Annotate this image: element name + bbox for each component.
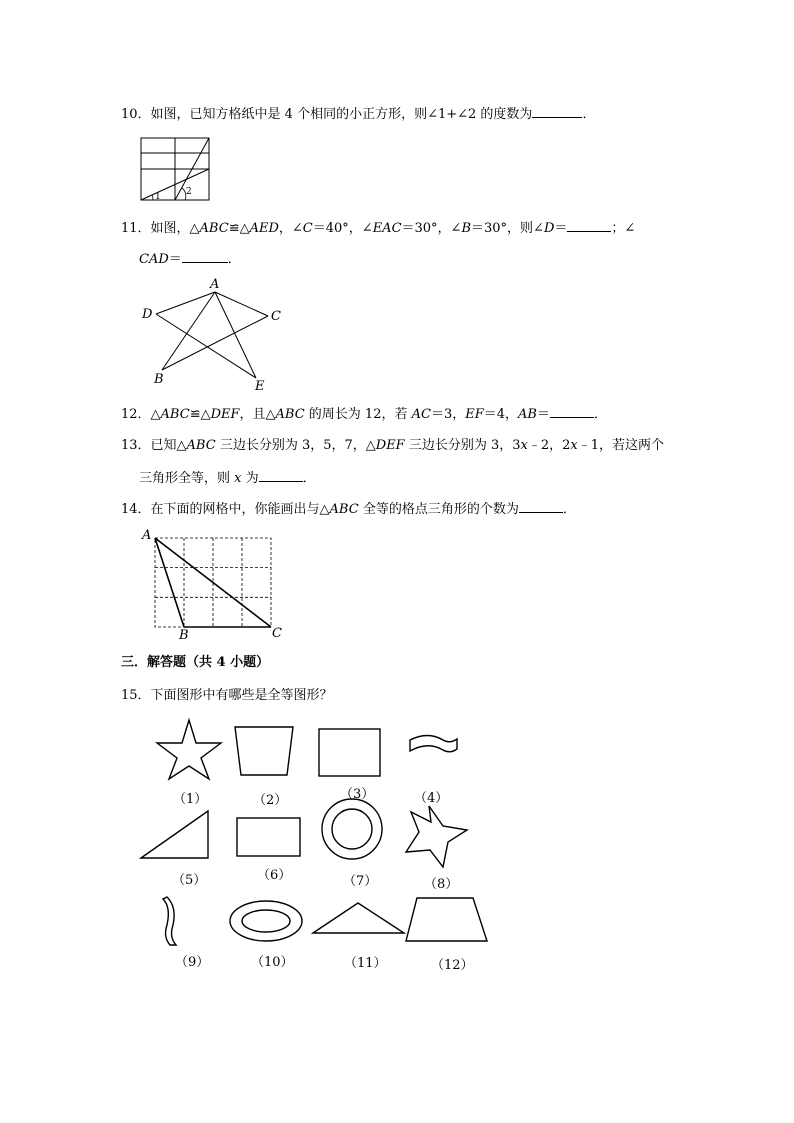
q15-shape-10-ring-inner	[242, 910, 290, 932]
q11-t-l: D	[543, 221, 555, 236]
q12-t-i: ＝3，	[430, 407, 466, 422]
q15-label-12: （12）	[431, 958, 474, 973]
q13-t-a: 13．已知△	[121, 438, 187, 453]
q15-label-11: （11）	[344, 956, 387, 971]
q12-t-k: ＝4，	[483, 407, 519, 422]
q13-answer-blank[interactable]	[259, 469, 303, 482]
q11-label-A: A	[210, 277, 220, 292]
q13-t2-c: 为	[241, 471, 259, 486]
q14-t-b: ABC	[329, 502, 359, 517]
q13-t-e: 三边长分别为 3，3	[404, 438, 521, 453]
q11-t-n: ；∠	[611, 221, 636, 236]
q14-t-a: 14．在下面的网格中，你能画出与△	[121, 502, 330, 517]
q11-answer-blank-1[interactable]	[567, 219, 611, 232]
q15-label-9: （9）	[175, 955, 210, 970]
q12-t-j: EF	[465, 407, 484, 422]
q11-t-i: ＝30°，∠	[401, 221, 462, 236]
q15-label-1: （1）	[173, 792, 208, 807]
q15-shapes	[130, 715, 530, 975]
q15-shape-5-triangle	[141, 811, 208, 858]
q14-text	[121, 500, 576, 518]
q11-t-k: ＝30°，则∠	[471, 221, 544, 236]
q13-t-g: ﹣2，2	[527, 438, 571, 453]
q14-t-c: 全等的格点三角形的个数为	[358, 502, 519, 517]
q10-stem: 10．如图，已知方格纸中是 4 个相同的小正方形，则∠1+∠2 的度数为	[121, 107, 533, 122]
q15-label-2: （2）	[253, 793, 288, 808]
q15-shape-10-ring-outer	[230, 901, 302, 941]
q13-t-b: ABC	[186, 438, 216, 453]
q11-seg-BC	[162, 316, 268, 370]
q15-label-3: （3）	[340, 787, 375, 802]
q10-text	[121, 105, 595, 123]
q15-text: 15．下面图形中有哪些是全等图形？	[121, 688, 333, 703]
q10-end: ．	[582, 107, 596, 122]
q11-t2-c: ．	[227, 252, 241, 267]
q12-t-e: ，且△	[239, 407, 276, 422]
q11-star-figure	[140, 278, 300, 398]
q15-shape-2-trapezoid	[235, 727, 293, 775]
q13-line2	[139, 469, 316, 487]
q12-t-a: 12．△	[121, 407, 161, 422]
q11-seg-DA	[156, 292, 215, 314]
q15-shape-11-triangle	[313, 903, 404, 933]
q12-text	[121, 405, 607, 423]
q11-t-c: ≌△	[228, 221, 250, 236]
q13-t2-b: x	[234, 471, 242, 486]
q11-label-E: E	[255, 379, 265, 394]
q15-label-4: （4）	[414, 791, 449, 806]
q10-angle-1-arc	[152, 195, 153, 200]
section-3-heading: 三．解答题（共 4 小题）	[121, 655, 270, 670]
q11-answer-blank-2[interactable]	[182, 250, 228, 263]
q11-t-j: B	[461, 221, 472, 236]
q12-answer-blank[interactable]	[550, 405, 594, 418]
q14-label-B: B	[179, 628, 189, 643]
q11-t-d: AED	[249, 221, 279, 236]
q11-t2-b: ＝	[168, 252, 182, 267]
q12-t-l: AB	[518, 407, 537, 422]
q15-label-10: （10）	[251, 955, 294, 970]
q13-t2-d: ．	[302, 471, 316, 486]
q14-label-C: C	[272, 626, 282, 641]
q15-label-7: （7）	[343, 874, 378, 889]
q11-label-B: B	[154, 372, 164, 387]
q11-t-m: ＝	[554, 221, 568, 236]
q13-t-f: x	[520, 438, 528, 453]
q15-label-8: （8）	[424, 877, 459, 892]
q10-angle-1-label: 1	[155, 192, 161, 202]
q10-grid-figure	[141, 138, 211, 200]
q12-t-c: ≌△	[189, 407, 211, 422]
q15-label-5: （5）	[172, 873, 207, 888]
q13-t-c: 三边长分别为 3，5，7，△	[215, 438, 376, 453]
q12-t-n: ．	[594, 407, 608, 422]
q12-t-m: ＝	[536, 407, 550, 422]
q15-shape-4-wavy	[410, 736, 457, 752]
q11-label-D: D	[142, 307, 153, 322]
q11-label-C: C	[271, 309, 281, 324]
q14-grid-figure	[150, 534, 280, 634]
q15-shape-7-ring-outer	[322, 799, 382, 859]
q13-t-h: x	[570, 438, 578, 453]
q13-line1	[121, 438, 664, 454]
q10-angle-2-label: 2	[186, 187, 192, 197]
q12-t-d: DEF	[210, 407, 240, 422]
q13-t-i: ﹣1，若这两个	[577, 438, 665, 453]
q11-t-b: ABC	[199, 221, 229, 236]
q13-t-d: DEF	[375, 438, 405, 453]
q11-line2	[139, 250, 241, 268]
q12-t-f: ABC	[275, 407, 305, 422]
q11-seg-AB	[162, 292, 215, 370]
q11-t-h: EAC	[372, 221, 402, 236]
q10-answer-blank[interactable]	[532, 105, 582, 118]
q11-t-e: ，∠	[278, 221, 303, 236]
q15-shape-9-wavy	[163, 897, 176, 945]
q11-t-g: ＝40°，∠	[312, 221, 373, 236]
q15-shape-1-star	[157, 720, 221, 779]
q14-label-A: A	[142, 528, 152, 543]
q11-t-f: C	[302, 221, 313, 236]
q11-t-a: 11．如图，△	[121, 221, 200, 236]
q15-shape-8-star	[406, 806, 467, 867]
q14-t-d: ．	[562, 502, 576, 517]
q15-shape-6-rectangle	[237, 818, 300, 856]
q15-shape-7-ring-inner	[332, 809, 372, 849]
q14-answer-blank[interactable]	[519, 500, 563, 513]
q15-shape-3-rectangle	[319, 729, 380, 776]
q12-t-h: AC	[411, 407, 431, 422]
q15-shape-12-trapezoid	[406, 898, 487, 941]
q11-line1	[121, 219, 635, 237]
q12-t-g: 的周长为 12，若	[304, 407, 412, 422]
q11-seg-AC	[215, 292, 268, 316]
q11-t2-a: CAD	[139, 252, 169, 267]
q13-t2-a: 三角形全等，则	[139, 471, 235, 486]
q12-t-b: ABC	[160, 407, 190, 422]
q15-label-6: （6）	[257, 868, 292, 883]
